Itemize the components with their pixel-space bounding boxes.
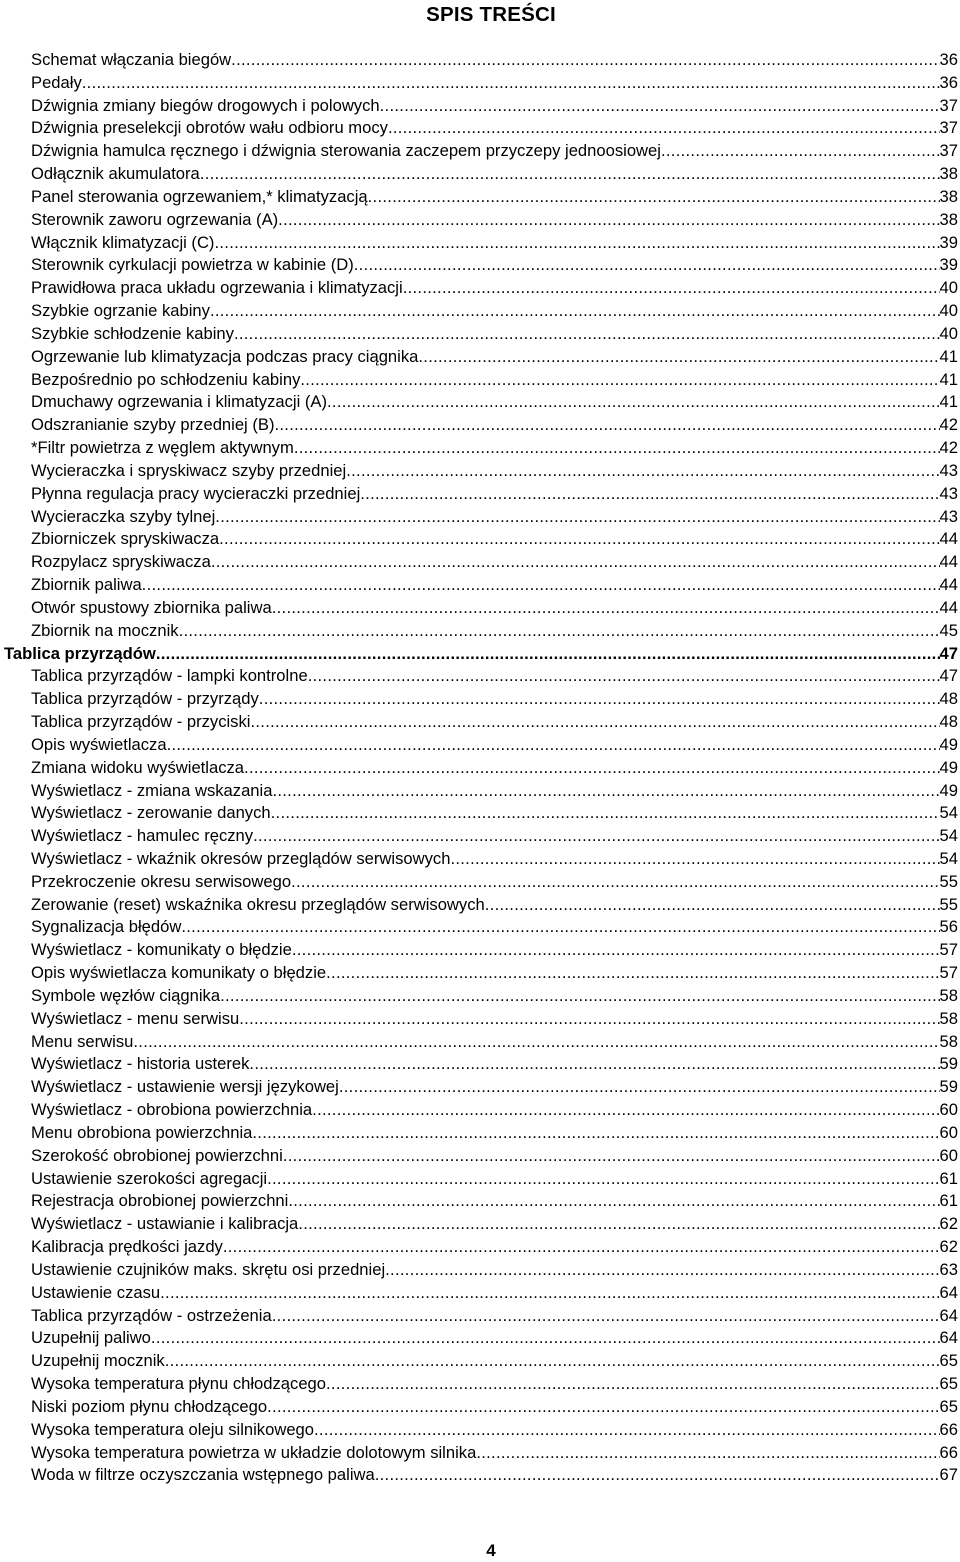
toc-entry[interactable] bbox=[0, 597, 960, 620]
toc-entry[interactable] bbox=[0, 1008, 960, 1031]
toc-entry[interactable] bbox=[0, 985, 960, 1008]
toc-entry-page: 43 bbox=[939, 483, 958, 503]
dot-leader bbox=[476, 1442, 939, 1465]
toc-entry-label: Tablica przyrządów - ostrzeżenia bbox=[31, 1305, 272, 1325]
toc-entry-page: 59 bbox=[939, 1077, 958, 1097]
toc-entry-page: 49 bbox=[939, 734, 958, 754]
toc-entry[interactable] bbox=[0, 780, 960, 803]
dot-leader bbox=[291, 871, 939, 894]
toc-entry[interactable] bbox=[0, 186, 960, 209]
dot-leader bbox=[298, 1213, 939, 1236]
toc-entry-label: Sterownik cyrkulacji powietrza w kabinie (D) bbox=[31, 255, 354, 275]
toc-entry-page: 44 bbox=[939, 597, 958, 617]
toc-entry-label: Opis wyświetlacza komunikaty o błędzie bbox=[31, 963, 327, 983]
toc-entry-page: 40 bbox=[939, 323, 958, 343]
toc-entry[interactable] bbox=[0, 117, 960, 140]
toc-entry-label: Sygnalizacja błędów bbox=[31, 917, 182, 937]
dot-leader bbox=[210, 300, 940, 323]
toc-entry[interactable] bbox=[0, 72, 960, 95]
toc-entry-page: 62 bbox=[939, 1237, 958, 1257]
toc-entry-page: 38 bbox=[939, 209, 958, 229]
dot-leader bbox=[283, 1145, 940, 1168]
toc-entry-page: 37 bbox=[939, 141, 958, 161]
dot-leader bbox=[485, 894, 940, 917]
toc-entry[interactable] bbox=[0, 414, 960, 437]
toc-entry[interactable] bbox=[0, 323, 960, 346]
dot-leader bbox=[274, 414, 939, 437]
toc-entry[interactable] bbox=[0, 1213, 960, 1236]
toc-entry[interactable] bbox=[0, 1076, 960, 1099]
dot-leader bbox=[211, 551, 940, 574]
dot-leader bbox=[326, 962, 939, 985]
toc-entry-label: Wysoka temperatura płynu chłodzącego bbox=[31, 1374, 327, 1394]
toc-entry-page: 39 bbox=[939, 232, 958, 252]
toc-entry[interactable] bbox=[0, 1053, 960, 1076]
toc-entry-label: Menu obrobiona powierzchnia bbox=[31, 1122, 253, 1142]
toc-entry[interactable] bbox=[0, 1305, 960, 1328]
toc-entry-label: Prawidłowa praca układu ogrzewania i klimatyzacji bbox=[31, 278, 403, 298]
toc-entry[interactable] bbox=[0, 1145, 960, 1168]
dot-leader bbox=[167, 734, 940, 757]
toc-entry-page: 36 bbox=[939, 50, 958, 69]
toc-entry-page: 39 bbox=[939, 255, 958, 275]
toc-entry[interactable] bbox=[0, 1099, 960, 1122]
toc-entry-label: Wyświetlacz - zmiana wskazania bbox=[31, 780, 273, 800]
dot-leader bbox=[82, 72, 940, 95]
dot-leader bbox=[418, 346, 939, 369]
toc-entry-label: Odłącznik akumulatora bbox=[31, 164, 200, 184]
toc-entry-label: Pedały bbox=[31, 72, 82, 92]
toc-entry-page: 49 bbox=[939, 757, 958, 777]
toc-entry[interactable] bbox=[0, 962, 960, 985]
dot-leader bbox=[339, 1076, 940, 1099]
dot-leader bbox=[214, 232, 939, 255]
dot-leader bbox=[223, 1236, 940, 1259]
dot-leader bbox=[156, 643, 940, 666]
dot-leader bbox=[252, 1122, 939, 1145]
toc-entry-page: 38 bbox=[939, 164, 958, 184]
dot-leader bbox=[220, 985, 939, 1008]
dot-leader bbox=[239, 1008, 939, 1031]
toc-entry-page: 43 bbox=[939, 460, 958, 480]
toc-entry-page: 47 bbox=[939, 666, 958, 686]
toc-entry[interactable] bbox=[0, 1373, 960, 1396]
dot-leader bbox=[294, 437, 940, 460]
dot-leader bbox=[272, 780, 939, 803]
toc-entry[interactable] bbox=[0, 483, 960, 506]
dot-leader bbox=[375, 1464, 940, 1487]
toc-entry-label: Odszranianie szyby przedniej (B) bbox=[31, 415, 275, 435]
toc-entry[interactable] bbox=[0, 711, 960, 734]
toc-entry-label: Schemat włączania biegów bbox=[31, 50, 232, 69]
toc-entry[interactable] bbox=[0, 1122, 960, 1145]
toc-entry[interactable] bbox=[0, 574, 960, 597]
toc-entry-page: 49 bbox=[939, 780, 958, 800]
toc-entry[interactable] bbox=[0, 1190, 960, 1213]
toc-entry-label: Zmiana widoku wyświetlacza bbox=[31, 757, 245, 777]
toc-entry-label: Tablica przyrządów bbox=[4, 643, 156, 663]
toc-entry-label: Rejestracja obrobionej powierzchni bbox=[31, 1191, 289, 1211]
dot-leader bbox=[278, 209, 939, 232]
toc-entry-page: 42 bbox=[939, 438, 958, 458]
toc-entry[interactable] bbox=[0, 369, 960, 392]
toc-entry-page: 59 bbox=[939, 1054, 958, 1074]
toc-entry-label: Symbole węzłów ciągnika bbox=[31, 985, 221, 1005]
toc-entry-label: Woda w filtrze oczyszczania wstępnego paliwa bbox=[31, 1465, 375, 1485]
toc-entry-page: 65 bbox=[939, 1396, 958, 1416]
dot-leader bbox=[219, 528, 939, 551]
toc-entry[interactable] bbox=[0, 871, 960, 894]
toc-entry[interactable] bbox=[0, 460, 960, 483]
toc-entry-label: Ustawienie czasu bbox=[31, 1282, 161, 1302]
toc-entry-label: Dmuchawy ogrzewania i klimatyzacji (A) bbox=[31, 392, 328, 412]
toc-entry[interactable] bbox=[0, 254, 960, 277]
toc-entry-page: 45 bbox=[939, 620, 958, 640]
toc-entry-page: 64 bbox=[939, 1328, 958, 1348]
toc-entry[interactable] bbox=[0, 1419, 960, 1442]
toc-entry-label: Bezpośrednio po schłodzeniu kabiny bbox=[31, 369, 301, 389]
toc-entry[interactable] bbox=[0, 848, 960, 871]
dot-leader bbox=[151, 1327, 940, 1350]
toc-entry-label: Wycieraczka i spryskiwacz szyby przedniej bbox=[31, 460, 347, 480]
toc-entry[interactable] bbox=[0, 346, 960, 369]
dot-leader bbox=[288, 1190, 939, 1213]
toc-entry-label: Tablica przyrządów - przyrządy bbox=[31, 689, 259, 709]
toc-entry-label: *Filtr powietrza z węglem aktywnym bbox=[31, 438, 294, 458]
page-number: 4 bbox=[486, 1541, 496, 1560]
dot-leader bbox=[133, 1031, 939, 1054]
toc-entry-label: Wyświetlacz - obrobiona powierzchnia bbox=[31, 1100, 313, 1120]
toc-entry-page: 61 bbox=[939, 1191, 958, 1211]
dot-leader bbox=[181, 916, 939, 939]
toc-entry-label: Sterownik zaworu ogrzewania (A) bbox=[31, 209, 279, 229]
toc-entry[interactable] bbox=[0, 1396, 960, 1419]
toc-entry[interactable] bbox=[0, 939, 960, 962]
toc-entry-page: 38 bbox=[939, 186, 958, 206]
toc-entry[interactable] bbox=[0, 1327, 960, 1350]
toc-entry-label: Wyświetlacz - komunikaty o błędzie bbox=[31, 940, 292, 960]
toc-entry[interactable] bbox=[0, 163, 960, 186]
toc-entry-label: Szerokość obrobionej powierzchni bbox=[31, 1145, 283, 1165]
toc-entry-page: 67 bbox=[939, 1465, 958, 1485]
toc-entry-page: 48 bbox=[939, 712, 958, 732]
toc-entry-page: 60 bbox=[939, 1100, 958, 1120]
toc-entry-label: Ogrzewanie lub klimatyzacja podczas pracy ciągnika bbox=[31, 346, 419, 366]
toc-entry-page: 47 bbox=[939, 643, 958, 663]
toc-entry-page: 66 bbox=[939, 1419, 958, 1439]
toc-entry-label: Uzupełnij mocznik bbox=[31, 1351, 165, 1371]
toc-entry[interactable] bbox=[0, 802, 960, 825]
dot-leader bbox=[142, 574, 940, 597]
dot-leader bbox=[368, 186, 940, 209]
toc-entry[interactable] bbox=[0, 1350, 960, 1373]
toc-entry-page: 41 bbox=[939, 392, 958, 412]
dot-leader bbox=[385, 1259, 939, 1282]
toc-entry-label: Zbiornik paliwa bbox=[31, 575, 142, 595]
toc-entry-page: 48 bbox=[939, 689, 958, 709]
dot-leader bbox=[165, 1350, 940, 1373]
toc-entry-page: 62 bbox=[939, 1214, 958, 1234]
dot-leader bbox=[244, 757, 940, 780]
toc-entry-page: 44 bbox=[939, 552, 958, 572]
toc-entry[interactable] bbox=[0, 506, 960, 529]
toc-entry-page: 41 bbox=[939, 346, 958, 366]
toc-entry-label: Wyświetlacz - hamulec ręczny bbox=[31, 826, 254, 846]
dot-leader bbox=[250, 711, 939, 734]
toc-entry-page: 58 bbox=[939, 985, 958, 1005]
toc-entry-page: 40 bbox=[939, 278, 958, 298]
dot-leader bbox=[267, 1396, 939, 1419]
toc-entry-label: Wyświetlacz - menu serwisu bbox=[31, 1008, 240, 1028]
toc-entry-label: Wycieraczka szyby tylnej bbox=[31, 506, 216, 526]
dot-leader bbox=[179, 620, 940, 643]
toc-entry[interactable] bbox=[0, 140, 960, 163]
toc-entry-label: Ustawienie czujników maks. skrętu osi przedniej bbox=[31, 1259, 386, 1279]
toc-entry[interactable] bbox=[0, 391, 960, 414]
dot-leader bbox=[326, 1373, 940, 1396]
toc-entry-page: 64 bbox=[939, 1305, 958, 1325]
dot-leader bbox=[231, 49, 939, 72]
toc-entry-page: 55 bbox=[939, 871, 958, 891]
dot-leader bbox=[312, 1099, 939, 1122]
toc-entry-label: Ustawienie szerokości agregacji bbox=[31, 1168, 268, 1188]
toc-entry[interactable] bbox=[0, 688, 960, 711]
toc-entry[interactable] bbox=[0, 528, 960, 551]
toc-entry[interactable] bbox=[0, 232, 960, 255]
toc-entry-label: Tablica przyrządów - lampki kontrolne bbox=[31, 666, 308, 686]
toc-entry-label: Dźwignia zmiany biegów drogowych i polowych bbox=[31, 95, 380, 115]
toc-entry-label: Wysoka temperatura powietrza w układzie dolotowym silnika bbox=[31, 1442, 477, 1462]
toc-entry-label: Opis wyświetlacza bbox=[31, 734, 167, 754]
toc-entry[interactable] bbox=[0, 95, 960, 118]
dot-leader bbox=[272, 597, 940, 620]
toc-entry-page: 57 bbox=[939, 940, 958, 960]
toc-entry-label: Przekroczenie okresu serwisowego bbox=[31, 871, 292, 891]
dot-leader bbox=[234, 323, 940, 346]
toc-entry-label: Dźwignia preselekcji obrotów wału odbioru mocy bbox=[31, 118, 388, 138]
toc-entry-label: Panel sterowania ogrzewaniem,* klimatyzacją bbox=[31, 186, 368, 206]
toc-entry[interactable] bbox=[0, 551, 960, 574]
toc-entry-page: 63 bbox=[939, 1259, 958, 1279]
toc-entry-page: 40 bbox=[939, 301, 958, 321]
toc-entry-page: 37 bbox=[939, 95, 958, 115]
toc-entry-page: 44 bbox=[939, 575, 958, 595]
table-of-contents bbox=[0, 49, 960, 1487]
toc-entry[interactable] bbox=[0, 1236, 960, 1259]
toc-entry[interactable] bbox=[0, 1442, 960, 1465]
toc-entry-page: 60 bbox=[939, 1122, 958, 1142]
toc-entry-label: Włącznik klimatyzacji (C) bbox=[31, 232, 215, 252]
toc-entry-label: Rozpylacz spryskiwacza bbox=[31, 552, 211, 572]
dot-leader bbox=[272, 1305, 940, 1328]
toc-entry-page: 58 bbox=[939, 1031, 958, 1051]
toc-entry-label: Wysoka temperatura oleju silnikowego bbox=[31, 1419, 315, 1439]
toc-entry-label: Otwór spustowy zbiornika paliwa bbox=[31, 597, 272, 617]
toc-entry[interactable] bbox=[0, 1031, 960, 1054]
dot-leader bbox=[661, 140, 940, 163]
dot-leader bbox=[380, 95, 940, 118]
toc-entry[interactable] bbox=[0, 1464, 960, 1487]
toc-entry[interactable] bbox=[0, 916, 960, 939]
toc-entry[interactable] bbox=[0, 277, 960, 300]
dot-leader bbox=[360, 483, 939, 506]
toc-entry-page: 61 bbox=[939, 1168, 958, 1188]
dot-leader bbox=[327, 391, 940, 414]
dot-leader bbox=[259, 688, 940, 711]
toc-entry-label: Zerowanie (reset) wskaźnika okresu przeglądów serwisowych bbox=[31, 894, 485, 914]
toc-entry-page: 43 bbox=[939, 506, 958, 526]
toc-entry[interactable] bbox=[0, 209, 960, 232]
toc-entry-label: Zbiorniczek spryskiwacza bbox=[31, 529, 220, 549]
toc-entry[interactable] bbox=[0, 1282, 960, 1305]
toc-entry-label: Szybkie ogrzanie kabiny bbox=[31, 301, 210, 321]
dot-leader bbox=[314, 1419, 940, 1442]
toc-entry[interactable] bbox=[0, 894, 960, 917]
dot-leader bbox=[354, 254, 940, 277]
dot-leader bbox=[300, 369, 939, 392]
toc-entry-label: Płynna regulacja pracy wycieraczki przedniej bbox=[31, 483, 361, 503]
toc-entry[interactable] bbox=[0, 665, 960, 688]
toc-entry[interactable] bbox=[0, 757, 960, 780]
toc-entry-page: 64 bbox=[939, 1282, 958, 1302]
toc-entry-label: Kalibracja prędkości jazdy bbox=[31, 1237, 223, 1257]
toc-entry-label: Dźwignia hamulca ręcznego i dźwignia sterowania zaczepem przyczepy jednoosiowej bbox=[31, 141, 661, 161]
dot-leader bbox=[271, 802, 940, 825]
toc-section-heading[interactable] bbox=[0, 643, 960, 666]
dot-leader bbox=[160, 1282, 939, 1305]
toc-entry-page: 44 bbox=[939, 529, 958, 549]
toc-entry-page: 65 bbox=[939, 1351, 958, 1371]
toc-entry-page: 60 bbox=[939, 1145, 958, 1165]
toc-entry-page: 54 bbox=[939, 803, 958, 823]
toc-entry-page: 41 bbox=[939, 369, 958, 389]
toc-entry-page: 54 bbox=[939, 826, 958, 846]
toc-entry[interactable] bbox=[0, 825, 960, 848]
toc-entry-page: 36 bbox=[939, 72, 958, 92]
toc-entry-page: 54 bbox=[939, 848, 958, 868]
toc-entry-label: Niski poziom płynu chłodzącego bbox=[31, 1396, 268, 1416]
toc-entry-label: Wyświetlacz - historia usterek bbox=[31, 1054, 250, 1074]
dot-leader bbox=[450, 848, 939, 871]
toc-entry[interactable] bbox=[0, 734, 960, 757]
toc-entry-page: 55 bbox=[939, 894, 958, 914]
toc-entry[interactable] bbox=[0, 1168, 960, 1191]
toc-entry[interactable] bbox=[0, 437, 960, 460]
toc-entry-page: 37 bbox=[939, 118, 958, 138]
dot-leader bbox=[308, 665, 940, 688]
toc-entry[interactable] bbox=[0, 49, 960, 72]
toc-entry-page: 56 bbox=[939, 917, 958, 937]
dot-leader bbox=[267, 1168, 939, 1191]
page-title: SPIS TREŚCI bbox=[426, 3, 556, 26]
toc-entry-label: Menu serwisu bbox=[31, 1031, 134, 1051]
toc-entry-label: Wyświetlacz - zerowanie danych bbox=[31, 803, 271, 823]
toc-entry-label: Szybkie schłodzenie kabiny bbox=[31, 323, 234, 343]
toc-entry[interactable] bbox=[0, 620, 960, 643]
dot-leader bbox=[346, 460, 939, 483]
dot-leader bbox=[253, 825, 939, 848]
dot-leader bbox=[215, 506, 939, 529]
toc-entry-label: Wyświetlacz - wkaźnik okresów przeglądów serwisowych bbox=[31, 848, 451, 868]
toc-entry-label: Wyświetlacz - ustawienie wersji językowej bbox=[31, 1077, 339, 1097]
toc-entry-page: 65 bbox=[939, 1374, 958, 1394]
toc-entry-page: 66 bbox=[939, 1442, 958, 1462]
dot-leader bbox=[200, 163, 940, 186]
toc-entry-label: Zbiornik na mocznik bbox=[31, 620, 179, 640]
dot-leader bbox=[403, 277, 940, 300]
dot-leader bbox=[292, 939, 940, 962]
toc-entry[interactable] bbox=[0, 300, 960, 323]
toc-entry[interactable] bbox=[0, 1259, 960, 1282]
toc-entry-page: 57 bbox=[939, 963, 958, 983]
toc-entry-label: Tablica przyrządów - przyciski bbox=[31, 712, 251, 732]
dot-leader bbox=[249, 1053, 939, 1076]
dot-leader bbox=[388, 117, 940, 140]
toc-entry-page: 58 bbox=[939, 1008, 958, 1028]
toc-entry-label: Wyświetlacz - ustawianie i kalibracja bbox=[31, 1214, 299, 1234]
toc-entry-page: 42 bbox=[939, 415, 958, 435]
toc-entry-label: Uzupełnij paliwo bbox=[31, 1328, 151, 1348]
